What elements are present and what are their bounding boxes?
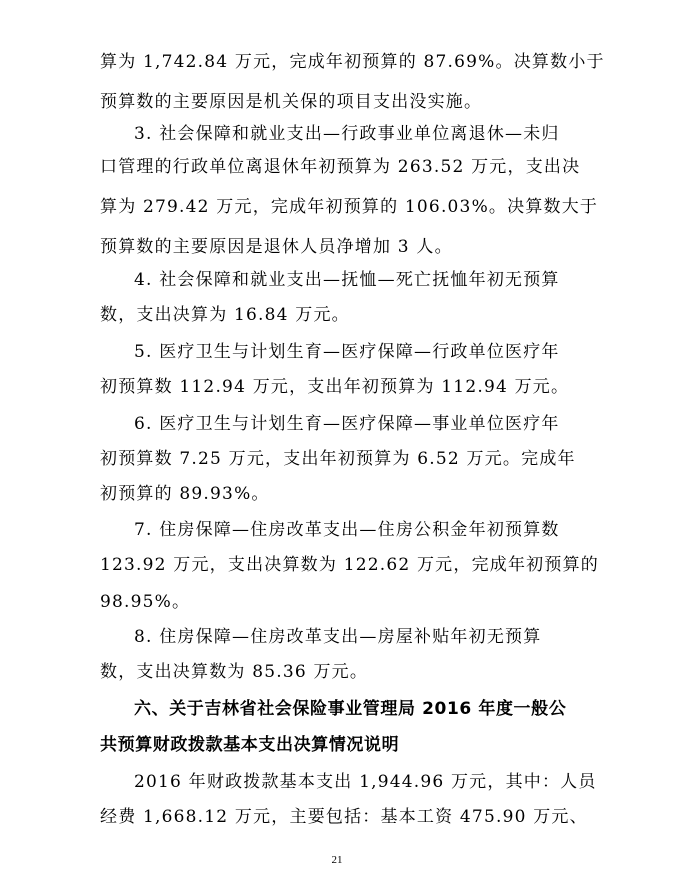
paragraph-line: 预算数的主要原因是机关保的项目支出没实施。 (100, 92, 483, 112)
paragraph-line: 初预算数 112.94 万元，支出年初预算为 112.94 万元。 (100, 377, 570, 397)
paragraph-line: 经费 1,668.12 万元，主要包括：基本工资 475.90 万元、 (100, 807, 588, 827)
paragraph-line: 数，支出决算为 16.84 万元。 (100, 305, 350, 325)
paragraph-line: 123.92 万元，支出决算数为 122.62 万元，完成年初预算的 (100, 555, 599, 575)
paragraph-line: 98.95%。 (100, 592, 191, 612)
paragraph-line: 口管理的行政单位离退休年初预算为 263.52 万元，支出决 (100, 157, 581, 177)
paragraph-line: 预算数的主要原因是退休人员净增加 3 人。 (100, 237, 453, 257)
paragraph-line: 5. 医疗卫生与计划生育—医疗保障—行政单位医疗年 (134, 342, 560, 362)
paragraph-line: 初预算的 89.93%。 (100, 484, 270, 504)
paragraph-line: 4. 社会保障和就业支出—抚恤—死亡抚恤年初无预算 (134, 270, 560, 290)
section-heading: 六、关于吉林省社会保险事业管理局 2016 年度一般公 (134, 699, 567, 719)
paragraph-line: 6. 医疗卫生与计划生育—医疗保障—事业单位医疗年 (134, 414, 560, 434)
section-heading: 共预算财政拨款基本支出决算情况说明 (100, 735, 400, 755)
paragraph-line: 2016 年财政拨款基本支出 1,944.96 万元，其中：人员 (134, 772, 597, 792)
paragraph-line: 算为 1,742.84 万元，完成年初预算的 87.69%。决算数小于 (100, 52, 605, 72)
page-number: 21 (331, 854, 343, 866)
paragraph-line: 7. 住房保障—住房改革支出—住房公积金年初预算数 (134, 520, 560, 540)
paragraph-line: 初预算数 7.25 万元，支出年初预算为 6.52 万元。完成年 (100, 449, 576, 469)
paragraph-line: 数，支出决算数为 85.36 万元。 (100, 662, 369, 682)
paragraph-line: 8. 住房保障—住房改革支出—房屋补贴年初无预算 (134, 627, 542, 647)
paragraph-line: 3. 社会保障和就业支出—行政事业单位离退休—未归 (134, 124, 560, 144)
paragraph-line: 算为 279.42 万元，完成年初预算的 106.03%。决算数大于 (100, 197, 599, 217)
